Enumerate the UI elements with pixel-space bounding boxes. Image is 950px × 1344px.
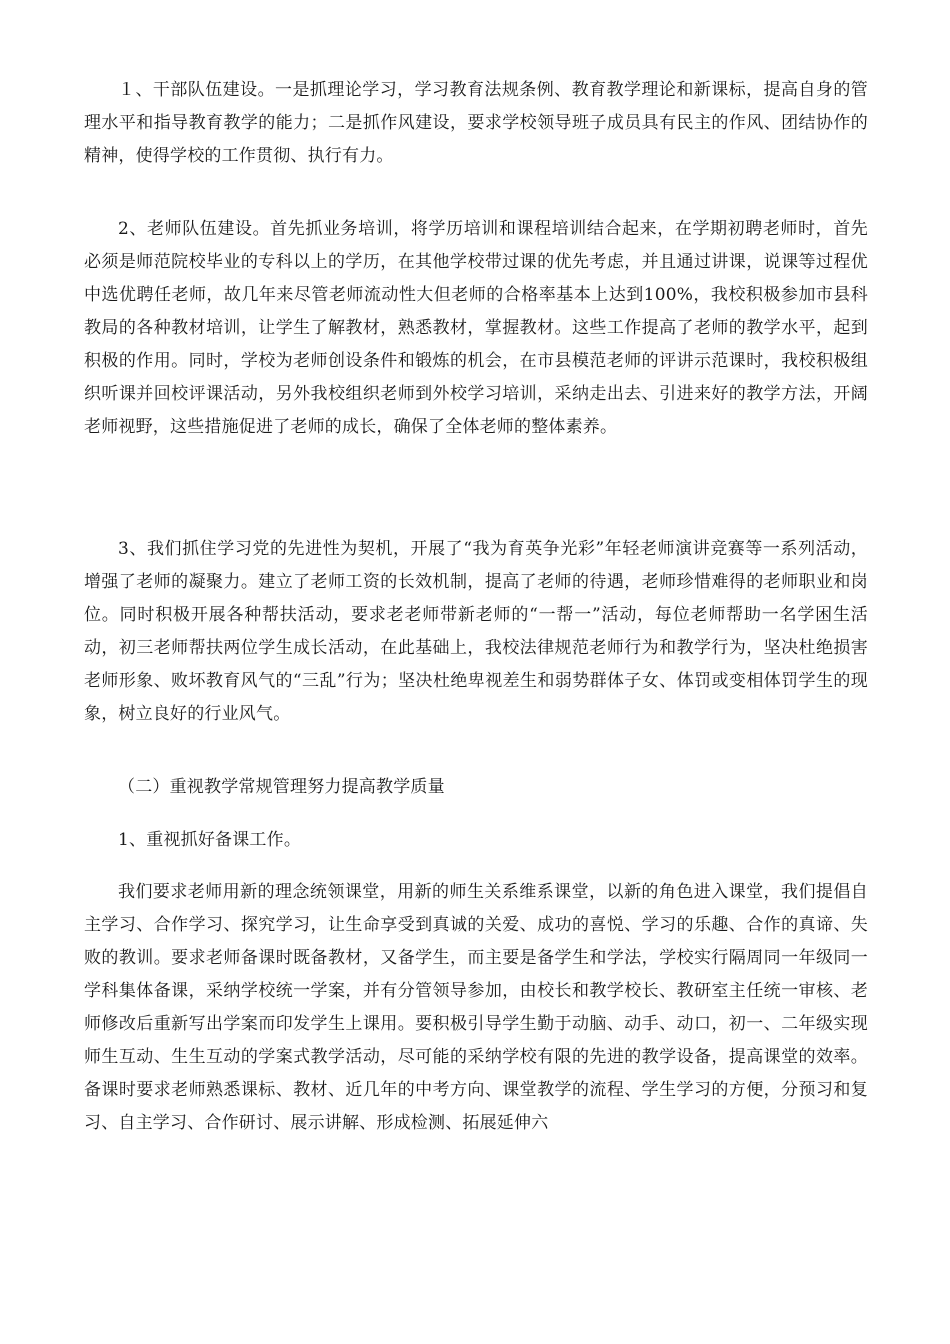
paragraph-cadre-team	[84, 74, 868, 173]
paragraph-text: 2、老师队伍建设。首先抓业务培训，将学历培训和课程培训结合起来，在学期初聘老师时，首先必须是师范院校毕业的专科以上的学历，在其他学校带过课的优先考虑，并且通过讲课，说课等过程优中选优聘任老师，故几年来尽管老师流动性大但老师的合格率基本上达到100%，我校积极参加市县科教局的各种教材培训，让学生了解教材，熟悉教材，掌握教材。这些工作提高了老师的教学水平，起到积极的作用。同时，学校为老师创设条件和锻炼的机会，在市县模范老师的评讲示范课时，我校积极组织听课并回校评课活动，另外我校组织老师到外校学习培训，采纳走出去、引进来好的教学方法，开阔老师视野，这些措施促进了老师的成长，确保了全体老师的整体素养。	[84, 219, 868, 437]
section-heading-text: （二）重视教学常规管理努力提高教学质量	[118, 777, 445, 797]
paragraph-text: 3、我们抓住学习党的先进性为契机，开展了“我为育英争光彩”年轻老师演讲竞赛等一系列活动，增强了老师的凝聚力。建立了老师工资的长效机制，提高了老师的待遇，老师珍惜难得的老师职业和岗位。同时积极开展各种帮扶活动，要求老老师带新老师的“一帮一”活动，每位老师帮助一名学困生活动，初三老师帮扶两位学生成长活动，在此基础上，我校法律规范老师行为和教学行为，坚决杜绝损害老师形象、败坏教育风气的“三乱”行为；坚决杜绝卑视差生和弱势群体子女、体罚或变相体罚学生的现象，树立良好的行业风气。	[84, 539, 868, 724]
paragraph-text: 我们要求老师用新的理念统领课堂，用新的师生关系维系课堂，以新的角色进入课堂，我们提倡自主学习、合作学习、探究学习，让生命享受到真诚的关爱、成功的喜悦、学习的乐趣、合作的真谛、失败的教训。要求老师备课时既备教材，又备学生，而主要是备学生和学法，学校实行隔周同一年级同一学科集体备课，采纳学校统一学案，并有分管领导参加，由校长和教学校长、教研室主任统一审核、老师修改后重新写出学案而印发学生上课用。要积极引导学生勤于动脑、动手、动口，初一、二年级实现师生互动、生生互动的学案式教学活动，尽可能的采纳学校有限的先进的教学设备，提高课堂的效率。备课时要求老师熟悉课标、教材、近几年的中考方向、课堂教学的流程、学生学习的方便，分预习和复习、自主学习、合作研讨、展示讲解、形成检测、拓展延伸六	[84, 882, 868, 1133]
subsection-heading-text: 1、重视抓好备课工作。	[118, 830, 302, 850]
subsection-heading	[84, 824, 868, 857]
section-heading	[84, 771, 868, 804]
paragraph-lesson-prep	[84, 876, 868, 1140]
paragraph-teacher-team	[84, 213, 868, 444]
paragraph-party-activities	[84, 533, 868, 731]
paragraph-text: １、干部队伍建设。一是抓理论学习，学习教育法规条例、教育教学理论和新课标，提高自身的管理水平和指导教育教学的能力；二是抓作风建设，要求学校领导班子成员具有民主的作风、团结协作的精神，使得学校的工作贯彻、执行有力。	[84, 80, 868, 166]
